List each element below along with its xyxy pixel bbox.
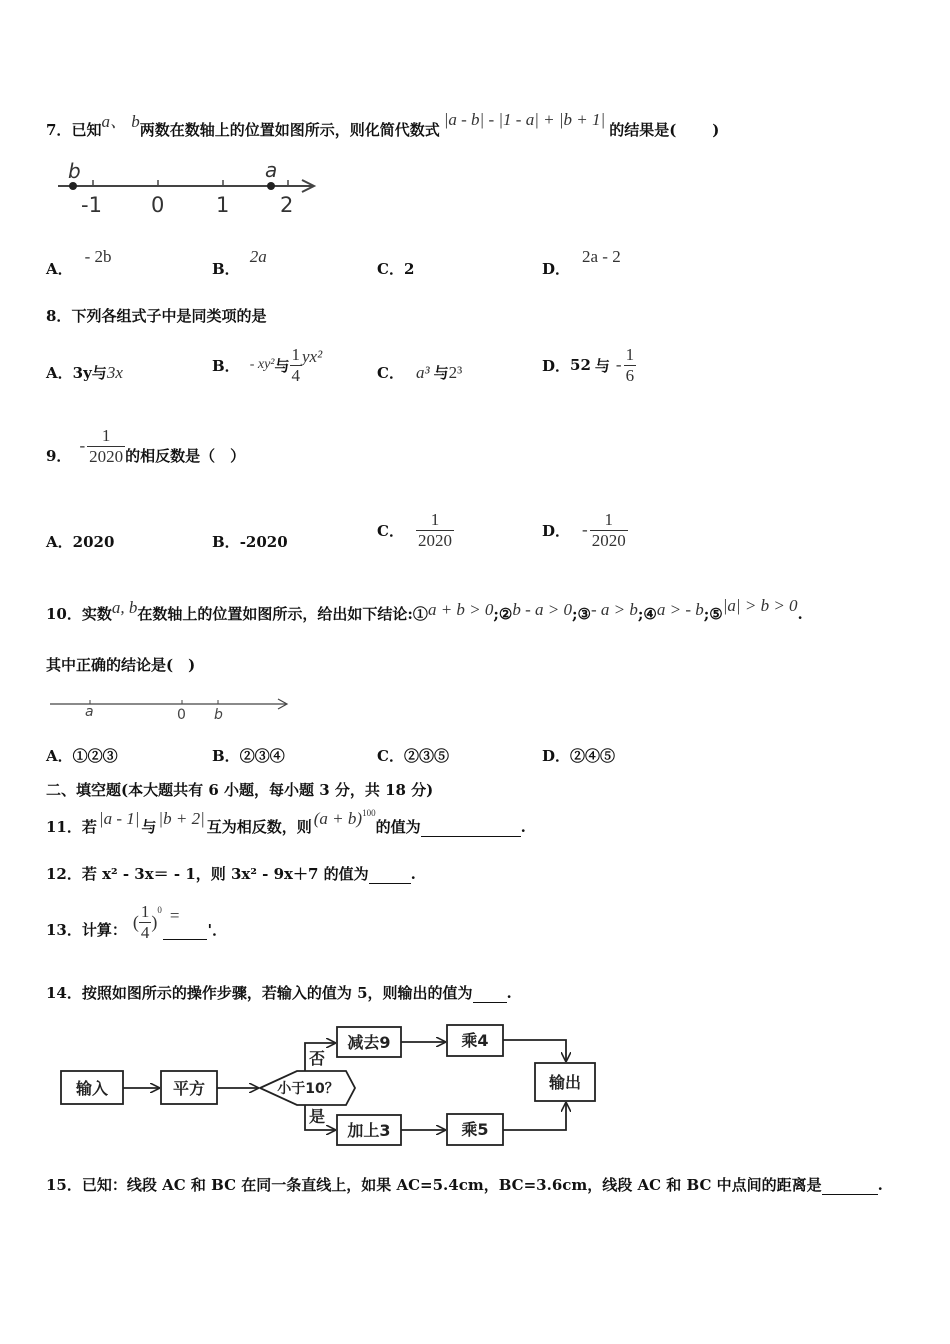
option-expr: yx² [302, 347, 323, 366]
option-expr: 2³ [448, 363, 463, 382]
period: . [877, 1176, 883, 1194]
output-label: 输出 [548, 1073, 582, 1092]
q7-expression: |a - b| - |1 - a| + |b + 1| [443, 110, 606, 129]
minus9-label: 减去9 [347, 1033, 391, 1052]
q9-stem [46, 422, 245, 470]
q8-text: 下列各组式子中是同类项的是 [71, 307, 267, 325]
q10-option-d[interactable] [542, 745, 615, 766]
q14-flowchart [55, 1018, 605, 1158]
option-letter: C． [377, 521, 404, 540]
conclusion-4: a > - b [656, 600, 704, 619]
option-text: 2 [403, 260, 415, 278]
q9-text: 的相反数是（ ） [125, 447, 246, 465]
q8-number: 8． [46, 307, 72, 325]
q7-option-d[interactable] [542, 247, 621, 279]
option-letter: A． [46, 364, 73, 382]
option-text: -2020 [239, 533, 288, 551]
q11-text: 若 [81, 818, 97, 836]
fraction: $\frac{1}{4}$ [140, 901, 150, 942]
option-letter: C． [377, 747, 404, 765]
option-text: ①②③ [72, 747, 118, 765]
q10-question: 其中正确的结论是( ) [46, 656, 196, 674]
q8-option-b[interactable] [212, 340, 322, 390]
q11-exponent: 100 [362, 808, 376, 818]
q7-text-3: 的结果是( [609, 121, 677, 139]
conclusion-1: a + b > 0 [427, 600, 494, 619]
q13-expression: ( $\frac{1}{4}$ ) 0 = [132, 901, 180, 942]
q14-text: 按照如图所示的操作步骤，若输入的值为 5，则输出的值为 [81, 984, 473, 1002]
equals-sign: = [169, 906, 180, 925]
q11-text-2: 与 [141, 818, 157, 836]
option-expr: 3x [106, 363, 123, 382]
q7-option-c[interactable] [377, 258, 414, 279]
q11-expr-3: (a + b) [313, 809, 363, 828]
conclusion-5: |a| > b > 0 [722, 596, 798, 615]
q7-option-b[interactable] [212, 247, 267, 279]
option-connector: 与 [91, 364, 107, 382]
q10-number: 10． [46, 605, 82, 623]
option-connector: 与 [433, 364, 449, 382]
zero-label: 0 [177, 707, 186, 723]
period: . [506, 984, 512, 1002]
yes-label: 是 [308, 1107, 326, 1126]
plus3-label: 加上3 [347, 1121, 391, 1140]
times5-label: 乘5 [461, 1120, 489, 1139]
option-letter: D． [542, 747, 571, 765]
q15-stem [46, 1174, 883, 1195]
q11-number: 11． [46, 818, 82, 836]
q10-text-2: 在数轴上的位置如图所示，给出如下结论:① [137, 605, 428, 623]
minus-sign: - [615, 355, 622, 374]
arrow [503, 1103, 566, 1130]
option-letter: D． [542, 260, 571, 278]
tick-label: -1 [81, 193, 102, 217]
option-letter: A． [46, 533, 73, 551]
tick-label: 0 [151, 193, 165, 217]
option-letter: C． [377, 364, 404, 382]
q14-stem [46, 982, 512, 1003]
sep: ;② [493, 605, 513, 623]
q10-option-b[interactable] [212, 745, 285, 766]
option-letter: C． [377, 260, 404, 278]
point-b-label: b [214, 707, 223, 723]
q13-number: 13． [46, 921, 82, 939]
times4-label: 乘4 [461, 1031, 489, 1050]
q10-stem [46, 596, 803, 624]
q14-number: 14． [46, 984, 82, 1002]
minus-sign: - [582, 520, 588, 539]
sep: ;③ [572, 605, 591, 623]
q9-option-d[interactable] [542, 506, 628, 554]
q7-number: 7． [46, 121, 72, 139]
no-label: 否 [308, 1049, 326, 1068]
conclusion-2: b - a > 0 [512, 600, 573, 619]
q9-option-b[interactable] [212, 531, 288, 552]
q12-stem [46, 863, 416, 884]
q9-option-c[interactable] [377, 506, 454, 554]
q15-number: 15． [46, 1176, 82, 1194]
option-text: ②③④ [239, 747, 285, 765]
fraction: $\frac{1}{2020}$ [417, 509, 452, 550]
option-expr: a³ [415, 363, 430, 382]
q10-text: 实数 [81, 605, 112, 623]
option-text: 2a - 2 [582, 247, 621, 266]
option-letter: B． [212, 533, 240, 551]
option-text: - 2b [84, 247, 112, 266]
option-connector: 与 [594, 356, 610, 375]
answer-blank[interactable] [822, 1194, 878, 1195]
q11-expr-1: |a - 1| [98, 809, 140, 828]
option-text: ②④⑤ [570, 747, 616, 765]
q11-text-4: 的值为 [375, 818, 421, 836]
q10-vars: a, b [111, 598, 138, 617]
option-letter: D． [542, 356, 571, 375]
option-connector: 与 [274, 356, 290, 375]
option-text: 2020 [72, 533, 115, 551]
option-expr: - xy² [249, 357, 275, 372]
option-expr: 3y [72, 364, 92, 382]
section-heading: 二、填空题(本大题共有 6 小题，每小题 3 分，共 18 分) [46, 781, 434, 799]
q7-stem [46, 110, 720, 140]
input-label: 输入 [75, 1079, 109, 1098]
period: . [410, 865, 416, 883]
sep: ;⑤ [703, 605, 723, 623]
q9-option-a[interactable] [46, 531, 114, 552]
answer-blank[interactable] [369, 883, 411, 884]
point-b-dot [69, 182, 77, 190]
period: . [797, 605, 803, 623]
q11-stem [46, 808, 526, 837]
point-a-dot [267, 182, 275, 190]
exponent: 0 [157, 905, 162, 915]
q15-text: 已知：线段 AC 和 BC 在同一条直线上，如果 AC=5.4cm，BC=3.6cm，线段 AC 和 BC 中点间的距离是 [81, 1176, 822, 1194]
minus-sign: - [79, 436, 86, 455]
option-expr: 52 [570, 356, 591, 374]
period: '． [207, 921, 228, 939]
arrow [503, 1040, 566, 1061]
q7-number-line [48, 160, 328, 220]
point-b-label: b [68, 160, 81, 183]
q7-text-2: 两数在数轴上的位置如图所示，则化简代数式 [139, 121, 440, 139]
q12-text: 若 x² - 3x＝ - 1，则 3x² - 9x＋7 的值为 [81, 865, 369, 883]
sep: ;④ [637, 605, 657, 623]
option-letter: B． [212, 260, 240, 278]
q8-stem [46, 305, 266, 326]
option-letter: B． [212, 356, 240, 375]
q10-number-line [46, 692, 296, 726]
point-a-label: a [85, 704, 94, 720]
fraction: $\frac{1}{2020}$ [591, 509, 626, 550]
q9-number: 9． [46, 447, 72, 465]
answer-blank[interactable] [163, 939, 207, 940]
q7-option-a[interactable] [46, 247, 112, 279]
answer-blank[interactable] [421, 836, 521, 837]
q13-stem [46, 898, 227, 946]
q11-expr-2: |b + 2| [158, 809, 205, 828]
fraction: $\frac{1}{4}$ [291, 344, 300, 385]
q7-close-paren: ) [712, 121, 720, 139]
q10-option-a[interactable] [46, 745, 118, 766]
option-text: ②③⑤ [403, 747, 449, 765]
option-letter: A． [46, 260, 73, 278]
option-text: 2a [249, 247, 267, 266]
q7-text: 已知 [71, 121, 102, 139]
q11-text-3: 互为相反数，则 [206, 818, 312, 836]
tick-label: 2 [280, 193, 294, 217]
q8-option-d[interactable] [542, 340, 636, 390]
fraction: $\frac{1}{6}$ [625, 344, 635, 385]
option-letter: B． [212, 747, 240, 765]
tick-label: 1 [216, 193, 230, 217]
point-a-label: a [265, 160, 278, 182]
q7-vars: a、 b [101, 112, 140, 131]
q10-option-c[interactable] [377, 745, 449, 766]
decision-label: 小于10？ [277, 1081, 339, 1097]
q8-option-a[interactable] [46, 362, 123, 383]
q13-text: 计算： [81, 921, 127, 939]
q8-option-c[interactable] [377, 362, 462, 383]
fraction: $\frac{1}{2020}$ [89, 425, 124, 466]
answer-blank[interactable] [473, 1002, 507, 1003]
option-letter: A． [46, 747, 73, 765]
option-letter: D． [542, 521, 571, 540]
square-label: 平方 [172, 1079, 206, 1098]
conclusion-3: - a > b [591, 600, 638, 619]
period: . [520, 818, 526, 836]
q12-number: 12． [46, 865, 82, 883]
